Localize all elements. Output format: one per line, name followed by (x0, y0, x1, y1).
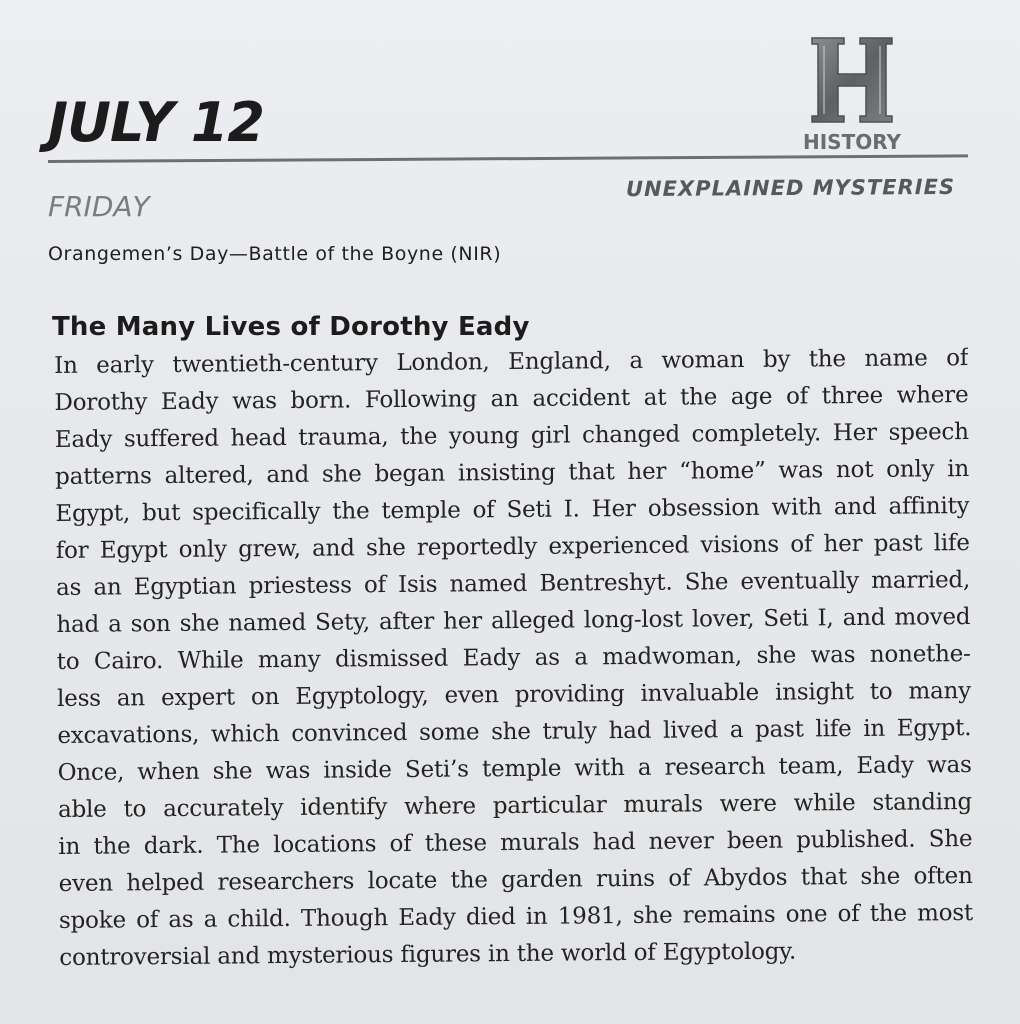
story-line: in the dark. The locations of these murals had never been published. She (58, 826, 973, 860)
page-weekday: FRIDAY (48, 190, 150, 223)
story-line: Eady suffered head trauma, the young girl changed completely. Her speech (54, 419, 969, 453)
story-line: for Egypt only grew, and she reportedly experienced visions of her past life (55, 530, 970, 564)
history-logo (800, 32, 904, 158)
story-line: spoke of as a child. Though Eady died in 1981, she remains one of the most (58, 900, 974, 934)
story-line: less an expert on Egyptology, even providing invaluable insight to many (56, 678, 972, 712)
story-line: excavations, which convinced some she truly had lived a past life in Egypt. (57, 715, 972, 749)
story-line: even helped researchers locate the garden ruins of Abydos that she often (58, 863, 973, 897)
page-date: JULY 12 (48, 91, 264, 154)
holiday-note: Orangemen’s Day—Battle of the Boyne (NIR) (48, 243, 502, 265)
story-title: The Many Lives of Dorothy Eady (52, 312, 530, 342)
story-line: Dorothy Eady was born. Following an accident at the age of three where (54, 382, 969, 416)
story-line: had a son she named Sety, after her alleged long-lost lover, Seti I, and moved (56, 604, 971, 638)
story-line: able to accurately identify where particular murals were while standing (57, 789, 973, 823)
story-line: Once, when she was inside Seti’s temple with a research team, Eady was (57, 752, 972, 786)
story-line: controversial and mysterious figures in the world of Egyptology. (59, 938, 797, 971)
story-line: patterns altered, and she began insisting that her “home” was not only in (55, 456, 970, 490)
story-line: to Cairo. While many dismissed Eady as a madwoman, she was nonethe- (56, 641, 971, 675)
history-h-logo-icon (800, 32, 904, 128)
story-line: as an Egyptian priestess of Isis named Bentreshyt. She eventually married, (55, 567, 971, 601)
history-logo-text: HISTORY (802, 130, 902, 154)
story-body (54, 340, 973, 977)
story-line: In early twentieth-century London, England, a woman by the name of (54, 345, 969, 379)
header-divider (48, 154, 968, 163)
story-line: Egypt, but specifically the temple of Seti I. Her obsession with and affinity (55, 493, 970, 527)
section-label: UNEXPLAINED MYSTERIES (625, 174, 956, 202)
